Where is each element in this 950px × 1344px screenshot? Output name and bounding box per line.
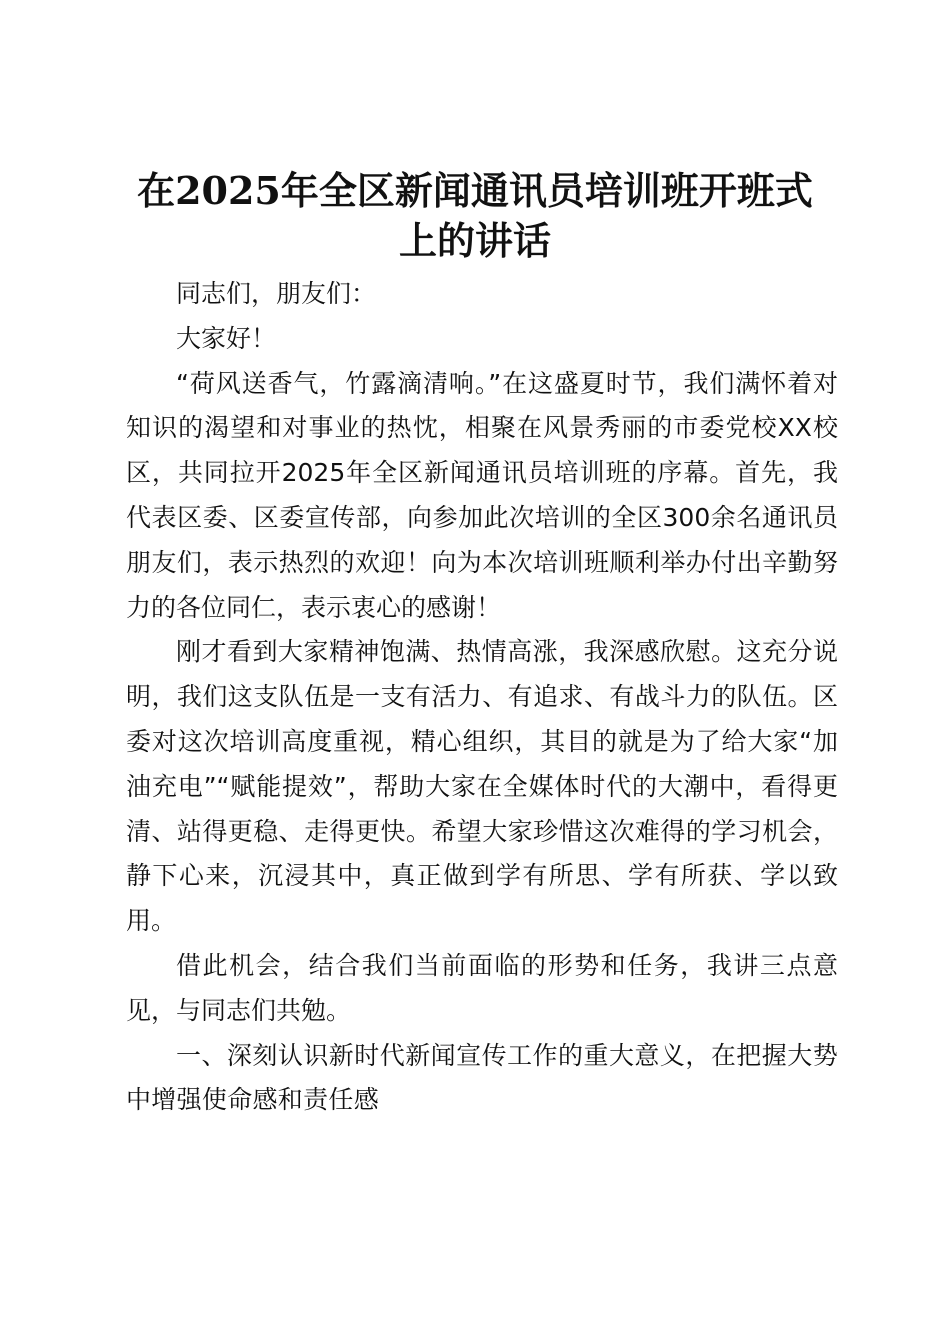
greeting-paragraph: 大家好！ xyxy=(176,323,277,353)
body-paragraph: 刚才看到大家精神饱满、热情高涨，我深感欣慰。这充分说明，我们这支队伍是一支有活力、有追求、有战斗力的队伍。区委对这次培训高度重视，精心组织，其目的就是为了给大家“加油充电”“赋能提效”，帮助大家在全媒体时代的大潮中，看得更清、站得更稳、走得更快。希望大家珍惜这次难得的学习机会，静下心来，沉浸其中，真正做到学有所思、学有所获、学以致用。 xyxy=(126,637,838,936)
salutation-paragraph: 同志们，朋友们： xyxy=(176,279,377,308)
section-heading: 一、深刻认识新时代新闻宣传工作的重大意义，在把握大势中增强使命感和责任感 xyxy=(126,1040,838,1115)
opening-paragraph: “荷风送香气，竹露滴清响。”在这盛夏时节，我们满怀着对知识的渴望和对事业的热忱，相聚在风景秀丽的市委党校XX校区，共同拉开2025年全区新闻通讯员培训班的序幕。首先，我代表区委、区委宣传部，向参加此次培训的全区300余名通讯员朋友们，表示热烈的欢迎！向为本次培训班顺利举办付出辛勤努力的各位同仁，表示衷心的感谢！ xyxy=(126,368,838,622)
document-title: 在2025年全区新闻通讯员培训班开班式上的讲话 xyxy=(137,168,813,263)
document-body xyxy=(126,272,838,1123)
transition-paragraph: 借此机会，结合我们当前面临的形势和任务，我讲三点意见，与同志们共勉。 xyxy=(126,950,838,1025)
